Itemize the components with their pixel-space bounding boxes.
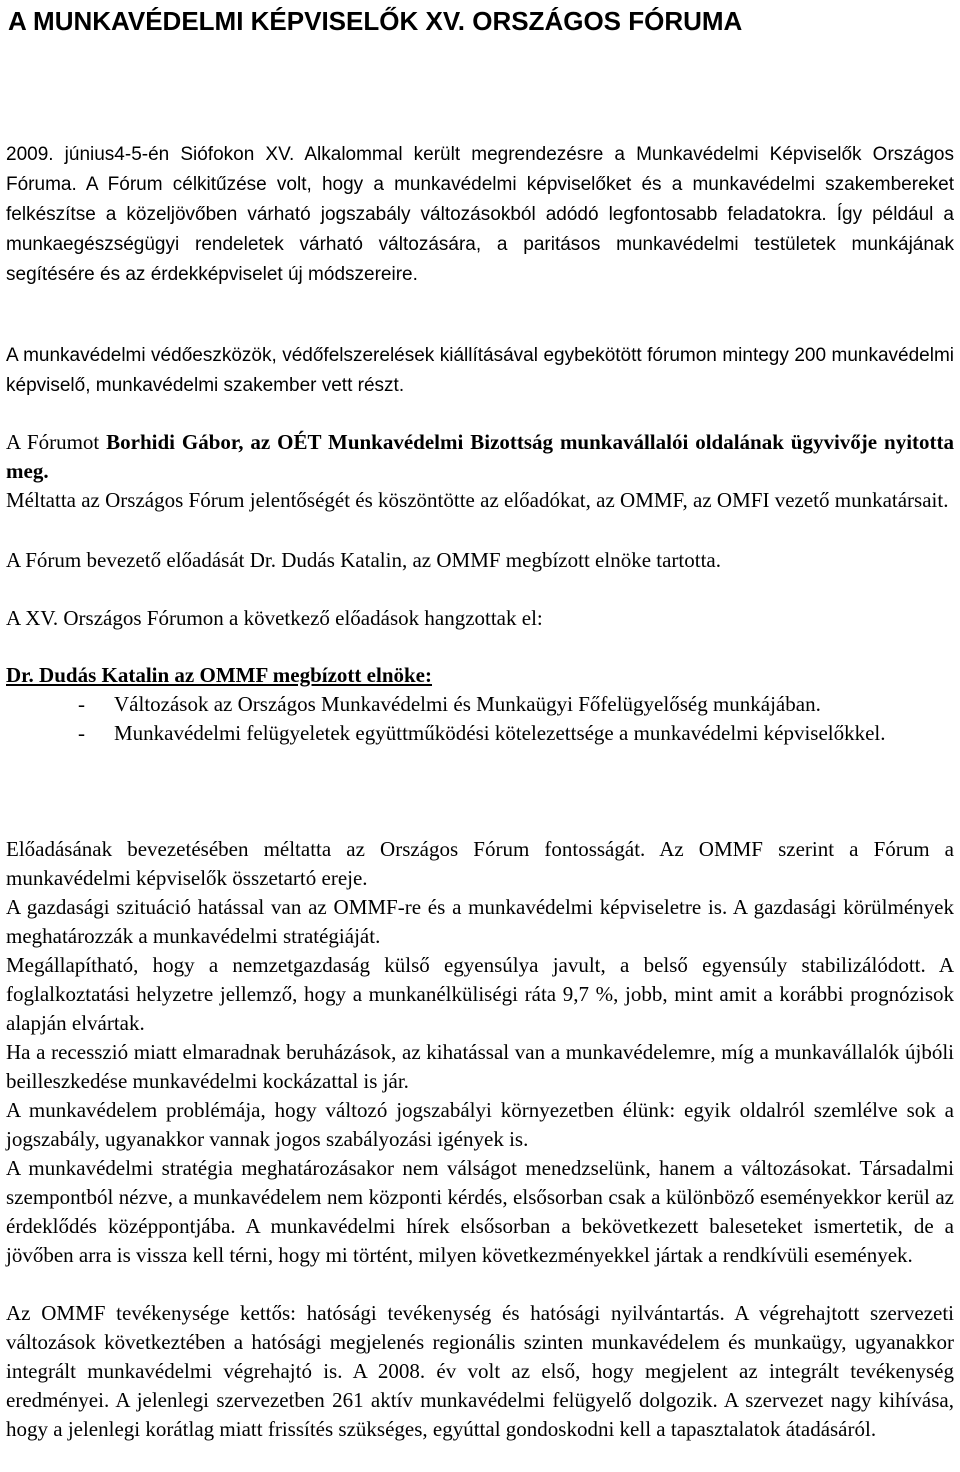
body-paragraph: A gazdasági szituáció hatással van az OMMF-re és a munkavédelmi képviseletre is. A gazdasági körülmények meghatározzák a munkavédelmi stratégiáját. xyxy=(6,895,954,948)
topic-text: Munkavédelmi felügyeletek együttműködési kötelezettsége a munkavédelmi képviselőkkel. xyxy=(114,721,886,745)
opening-paragraph xyxy=(6,428,954,486)
opening-bold: Borhidi Gábor, az OÉT Munkavédelmi Bizottság munkavállalói oldalának ügyvivője nyitotta meg. xyxy=(6,430,955,483)
speaker-heading xyxy=(6,661,954,690)
speaker-name: Dr. Dudás Katalin az OMMF megbízott elnöke: xyxy=(6,663,432,687)
body-paragraph: A munkavédelmi stratégia meghatározásakor nem válságot menedzselünk, hanem a változásokat. Társadalmi szempontból nézve, a munkavédelem nem központi kérdés, elsősorban csak a különböző eseményekkor kerül az érdeklődés középpontjába. A munkavédelmi hírek elsősorban a bekövetkezett baleseteket ismertetik, de a jövőben arra is vissza kell térni, hogy mi történt, milyen következményekkel jártak a rendkívüli események. xyxy=(6,1156,954,1267)
lectures-paragraph: A XV. Országos Fórumon a következő előadások hangzottak el: xyxy=(6,606,543,630)
body-paragraph: Előadásának bevezetésében méltatta az Országos Fórum fontosságát. Az OMMF szerint a Fórum a munkavédelmi képviselők összetartó ereje. xyxy=(6,837,954,890)
list-dash: - xyxy=(78,692,85,716)
intro-paragraph: 2009. június4-5-én Siófokon XV. Alkalommal került megrendezésre a Munkavédelmi Képviselők Országos Fóruma. A Fórum célkitűzése volt, hogy a munkavédelmi képviselőket és a munkavédelmi szakembereket felkészítse a közeljövőben várható jogszabály változásokból adódó legfontosabb feladatokra. Így például a munkaegészségügyi rendeletek várható változására, a paritásos munkavédelmi testületek munkájának segítésére és az érdekképviselet új módszereire. xyxy=(6,144,954,285)
topic-text: Változások az Országos Munkavédelmi és Munkaügyi Főfelügyelőség munkájában. xyxy=(114,692,821,716)
list-item xyxy=(78,690,954,719)
honored-paragraph: Méltatta az Országos Fórum jelentőségét és köszöntötte az előadókat, az OMMF, az OMFI vezető munkatársait. xyxy=(6,488,949,512)
body-paragraph: A munkavédelem problémája, hogy változó jogszabályi környezetben élünk: egyik oldalról szemlélve sok a jogszabály, ugyanakkor vannak jogos szabályozási igények is. xyxy=(6,1098,954,1151)
list-item xyxy=(78,719,954,748)
exhibition-paragraph: A munkavédelmi védőeszközök, védőfelszerelések kiállításával egybekötött fórumon mintegy 200 munkavédelmi képviselő, munkavédelmi szakember vett részt. xyxy=(6,345,954,396)
body-paragraph: Ha a recesszió miatt elmaradnak beruházások, az kihatással van a munkavédelemre, míg a munkavállalók újbóli beilleszkedése munkavédelmi kockázattal is jár. xyxy=(6,1040,954,1093)
page-title: A MUNKAVÉDELMI KÉPVISELŐK XV. ORSZÁGOS FÓRUMA xyxy=(8,6,743,36)
topics-list xyxy=(78,690,954,748)
body-paragraph: Megállapítható, hogy a nemzetgazdaság külső egyensúlya javult, a belső egyensúly stabilizálódott. A foglalkoztatási helyzetre jellemző, hogy a munkanélküliségi ráta 9,7 %, jobb, mint amit a korábbi prognózisok alapján elvártak. xyxy=(6,953,954,1035)
list-dash: - xyxy=(78,721,85,745)
intro-lecture-paragraph: A Fórum bevezető előadását Dr. Dudás Katalin, az OMMF megbízott elnöke tartotta. xyxy=(6,548,721,572)
body-paragraph: Az OMMF tevékenysége kettős: hatósági tevékenység és hatósági nyilvántartás. A végrehajtott szervezeti változások következtében a hatósági megjelenés regionális szinten munkavédelem és munkaügy, ugyanakkor integrált munkavédelmi végrehajtó is. A 2008. év volt az első, hogy megjelent az integrált tevékenység eredményei. A jelenlegi szervezetben 261 aktív munkavédelmi felügyelő dolgozik. A szervezet nagy kihívása, hogy a jelenlegi korátlag miatt frissítés szükséges, egyúttal gondoskodni kell a tapasztalatok átadásáról. xyxy=(6,1301,954,1441)
opening-prefix: A Fórumot xyxy=(6,430,107,454)
